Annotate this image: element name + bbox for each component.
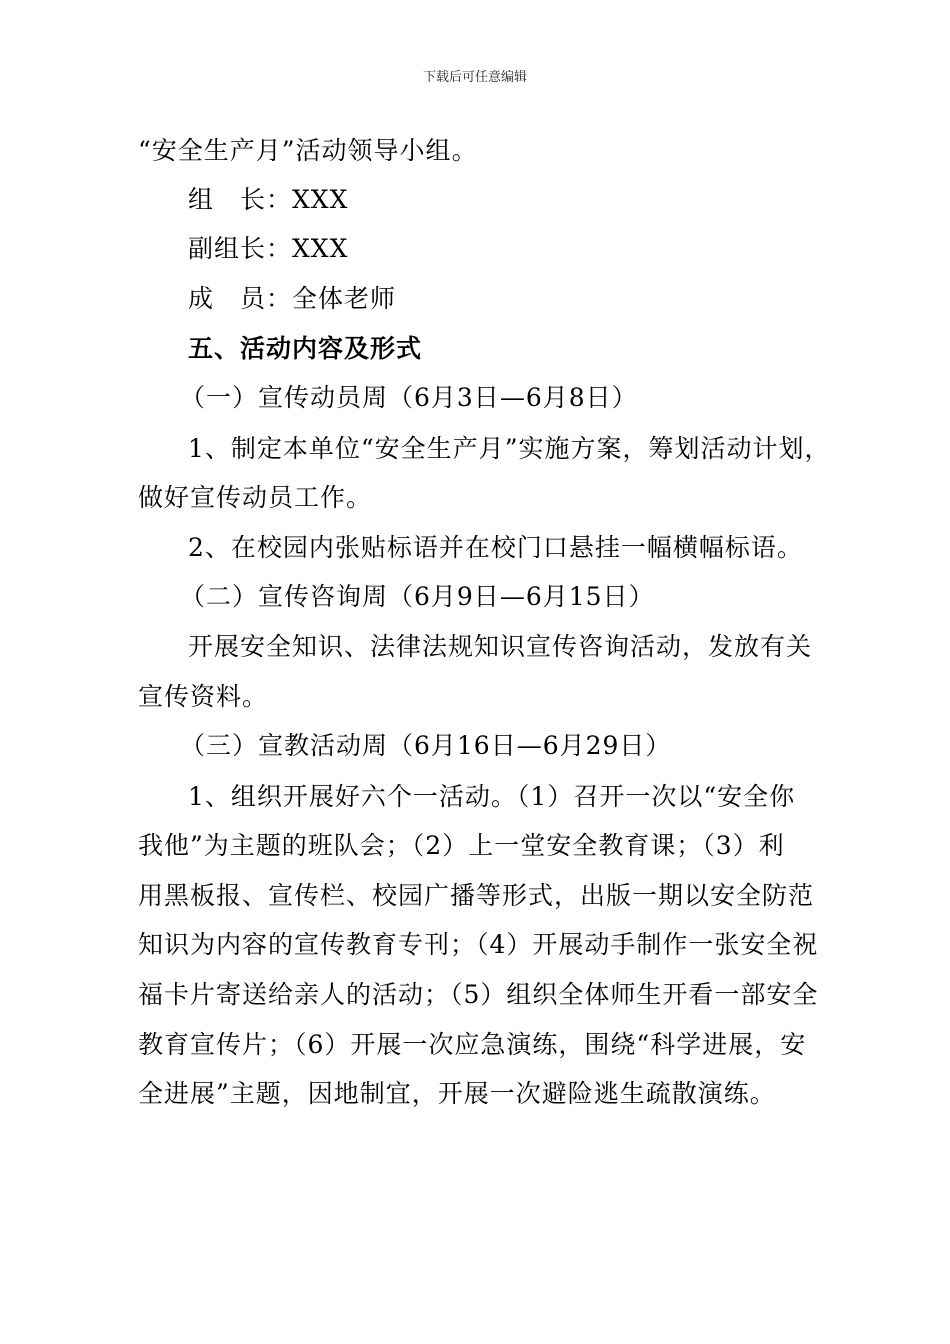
text-line: 副组长：XXX: [188, 234, 349, 263]
text-line: 知识为内容的宣传教育专刊；（4）开展动手制作一张安全祝: [138, 930, 819, 959]
text-line: 教育宣传片；（6）开展一次应急演练，围绕“科学进展，安: [138, 1030, 807, 1059]
text-line: 开展安全知识、法律法规知识宣传咨询活动，发放有关: [188, 632, 813, 661]
text-line: 全进展”主题，因地制宜，开展一次避险逃生疏散演练。: [138, 1079, 776, 1108]
text-line: 我他”为主题的班队会；（2）上一堂安全教育课；（3）利: [138, 831, 785, 860]
text-line: 2、在校园内张贴标语并在校门口悬挂一幅横幅标语。: [188, 533, 803, 562]
text-line: 福卡片寄送给亲人的活动；（5）组织全体师生开看一部安全: [138, 980, 819, 1009]
text-line: 宣传资料。: [138, 682, 269, 711]
text-line: 用黑板报、宣传栏、校园广播等形式，出版一期以安全防范: [138, 881, 815, 910]
subsection-heading: （一）宣传动员周（6月3日—6月8日）: [180, 383, 638, 412]
subsection-heading: （三）宣教活动周（6月16日—6月29日）: [180, 731, 672, 760]
text-line: 做好宣传动员工作。: [138, 483, 373, 512]
text-line: 组 长：XXX: [188, 185, 349, 214]
header-note: 下载后可任意编辑: [422, 70, 527, 85]
text-line: 成 员：全体老师: [188, 284, 397, 313]
text-line: “安全生产月”活动领导小组。: [138, 136, 478, 165]
text-line: 1、制定本单位“安全生产月”实施方案，筹划活动计划，: [188, 434, 831, 463]
text-line: 1、组织开展好六个一活动。（1）召开一次以“安全你: [188, 782, 796, 811]
section-heading: 五、活动内容及形式: [188, 334, 423, 363]
subsection-heading: （二）宣传咨询周（6月9日—6月15日）: [180, 582, 655, 611]
